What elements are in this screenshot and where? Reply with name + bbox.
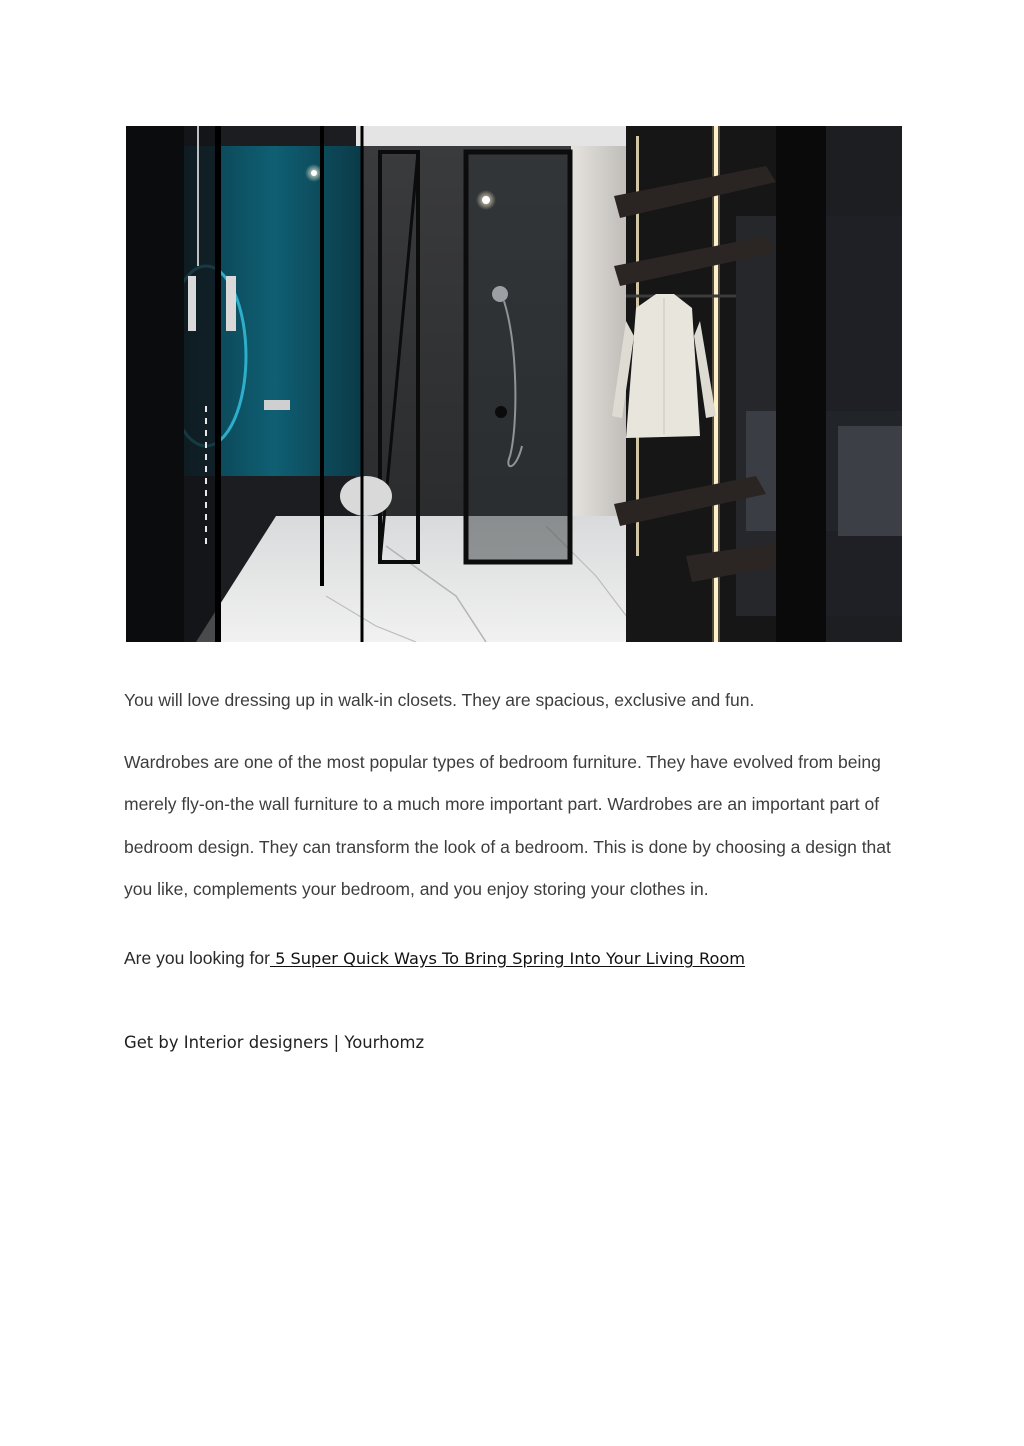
byline: Get by Interior designers | Yourhomz (124, 1033, 425, 1052)
related-article-link[interactable]: 5 Super Quick Ways To Bring Spring Into Your Living Room (269, 949, 746, 968)
intro-paragraph: You will love dressing up in walk-in closets. They are spacious, exclusive and fun. (124, 690, 755, 710)
cta-lead-text: Are you looking for (124, 948, 270, 968)
hero-photo (126, 126, 902, 642)
body-paragraph: Wardrobes are one of the most popular types of bedroom furniture. They have evolved from being merely fly-on-the wall furniture to a much more important part. Wardrobes are an important part of bedroom design. They can transform the look of a bedroom. This is done by choosing a design that you like, complements your bedroom, and you enjoy storing your clothes in. (124, 752, 891, 899)
related-article-line (124, 946, 745, 971)
